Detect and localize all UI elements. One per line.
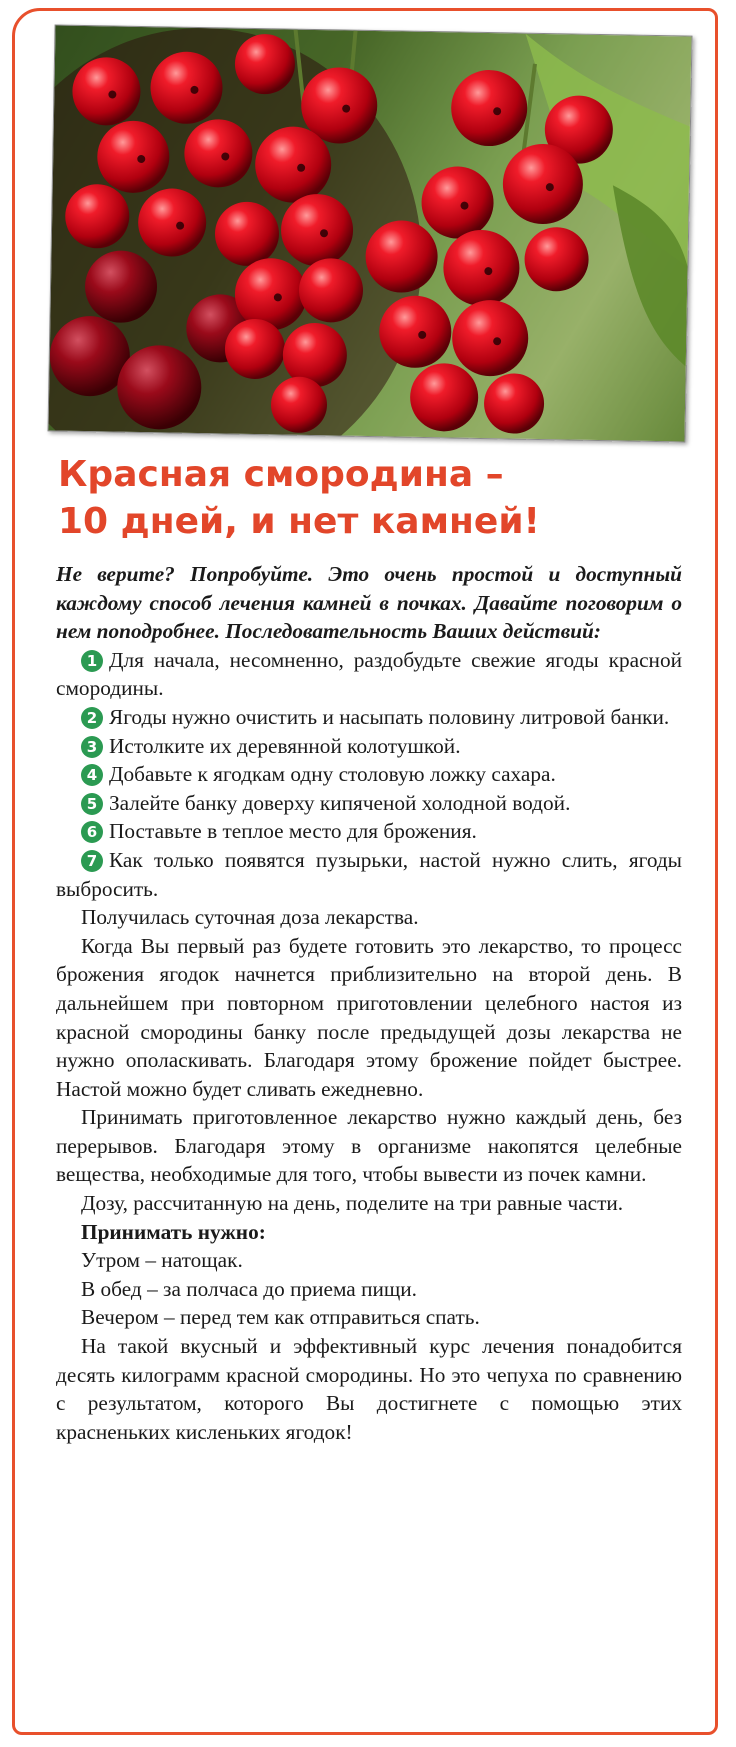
step-text: Как только появятся пузырьки, настой нужно слить, ягоды выбросить. xyxy=(56,847,682,901)
list-item xyxy=(56,760,682,789)
body-paragraph: Принимать приготовленное лекарство нужно каждый день, без перерывов. Благодаря этому в организме накопятся целебные вещества, необходимые для того, чтобы вывести из почек камни. xyxy=(56,1105,682,1187)
step-text: Для начала, несомненно, раздобудьте свежие ягоды красной смородины. xyxy=(56,647,682,701)
steps-list xyxy=(56,646,682,903)
list-item xyxy=(56,817,682,846)
body-paragraph: Дозу, рассчитанную на день, поделите на три равные части. xyxy=(81,1191,624,1216)
step-number-badge: 3 xyxy=(81,736,103,758)
body-paragraph: Получилась суточная доза лекарства. xyxy=(81,905,419,930)
dose-evening: Вечером – перед тем как отправиться спать. xyxy=(81,1305,480,1330)
step-number-badge: 2 xyxy=(81,707,103,729)
red-currant-berries-icon xyxy=(49,25,692,441)
step-text: Добавьте к ягодкам одну столовую ложку сахара. xyxy=(109,762,556,787)
title-line-1: Красная смородина – xyxy=(58,454,504,495)
title-line-2: 10 дней, и нет камней! xyxy=(58,501,540,542)
red-currant-photo xyxy=(47,24,692,442)
step-number-badge: 4 xyxy=(81,764,103,786)
dose-heading: Принимать нужно: xyxy=(81,1219,266,1244)
body-paragraph: Когда Вы первый раз будете готовить это лекарство, то процесс брожения ягодок начнется приблизительно на второй день. В дальнейшем при повторном приготовлении целебного настоя из красной смородины банку после предыдущей дозы лекарства не нужно ополаскивать. Благодаря этому брожение пойдет быстрее. Настой можно будет сливать ежедневно. xyxy=(56,933,682,1101)
step-number-badge: 5 xyxy=(81,793,103,815)
dose-morning: Утром – натощак. xyxy=(81,1248,243,1273)
list-item xyxy=(56,646,682,703)
article-body xyxy=(56,560,682,1446)
step-text: Поставьте в теплое место для брожения. xyxy=(109,819,477,844)
step-text: Истолките их деревянной колотушкой. xyxy=(109,733,461,758)
step-number-badge: 7 xyxy=(81,850,103,872)
dose-lunch: В обед – за полчаса до приема пищи. xyxy=(81,1276,417,1301)
list-item xyxy=(56,789,682,818)
step-text: Ягоды нужно очистить и насыпать половину литровой банки. xyxy=(109,704,670,729)
step-number-badge: 6 xyxy=(81,821,103,843)
body-paragraph: На такой вкусный и эффективный курс лечения понадобится десять килограмм красной смородины. Но это чепуха по сравнению с результатом, которого Вы достигнете с помощью этих красненьких кисленьких ягодок! xyxy=(56,1334,682,1444)
step-text: Залейте банку доверху кипяченой холодной водой. xyxy=(109,790,571,815)
article-title xyxy=(58,451,698,545)
list-item xyxy=(56,846,682,903)
list-item xyxy=(56,732,682,761)
step-number-badge: 1 xyxy=(81,650,103,672)
intro-paragraph: Не верите? Попробуйте. Это очень простой и доступный каждому способ лечения камней в почках. Давайте поговорим о нем поподробнее. Последовательность Ваших действий: xyxy=(56,562,682,644)
list-item xyxy=(56,703,682,732)
